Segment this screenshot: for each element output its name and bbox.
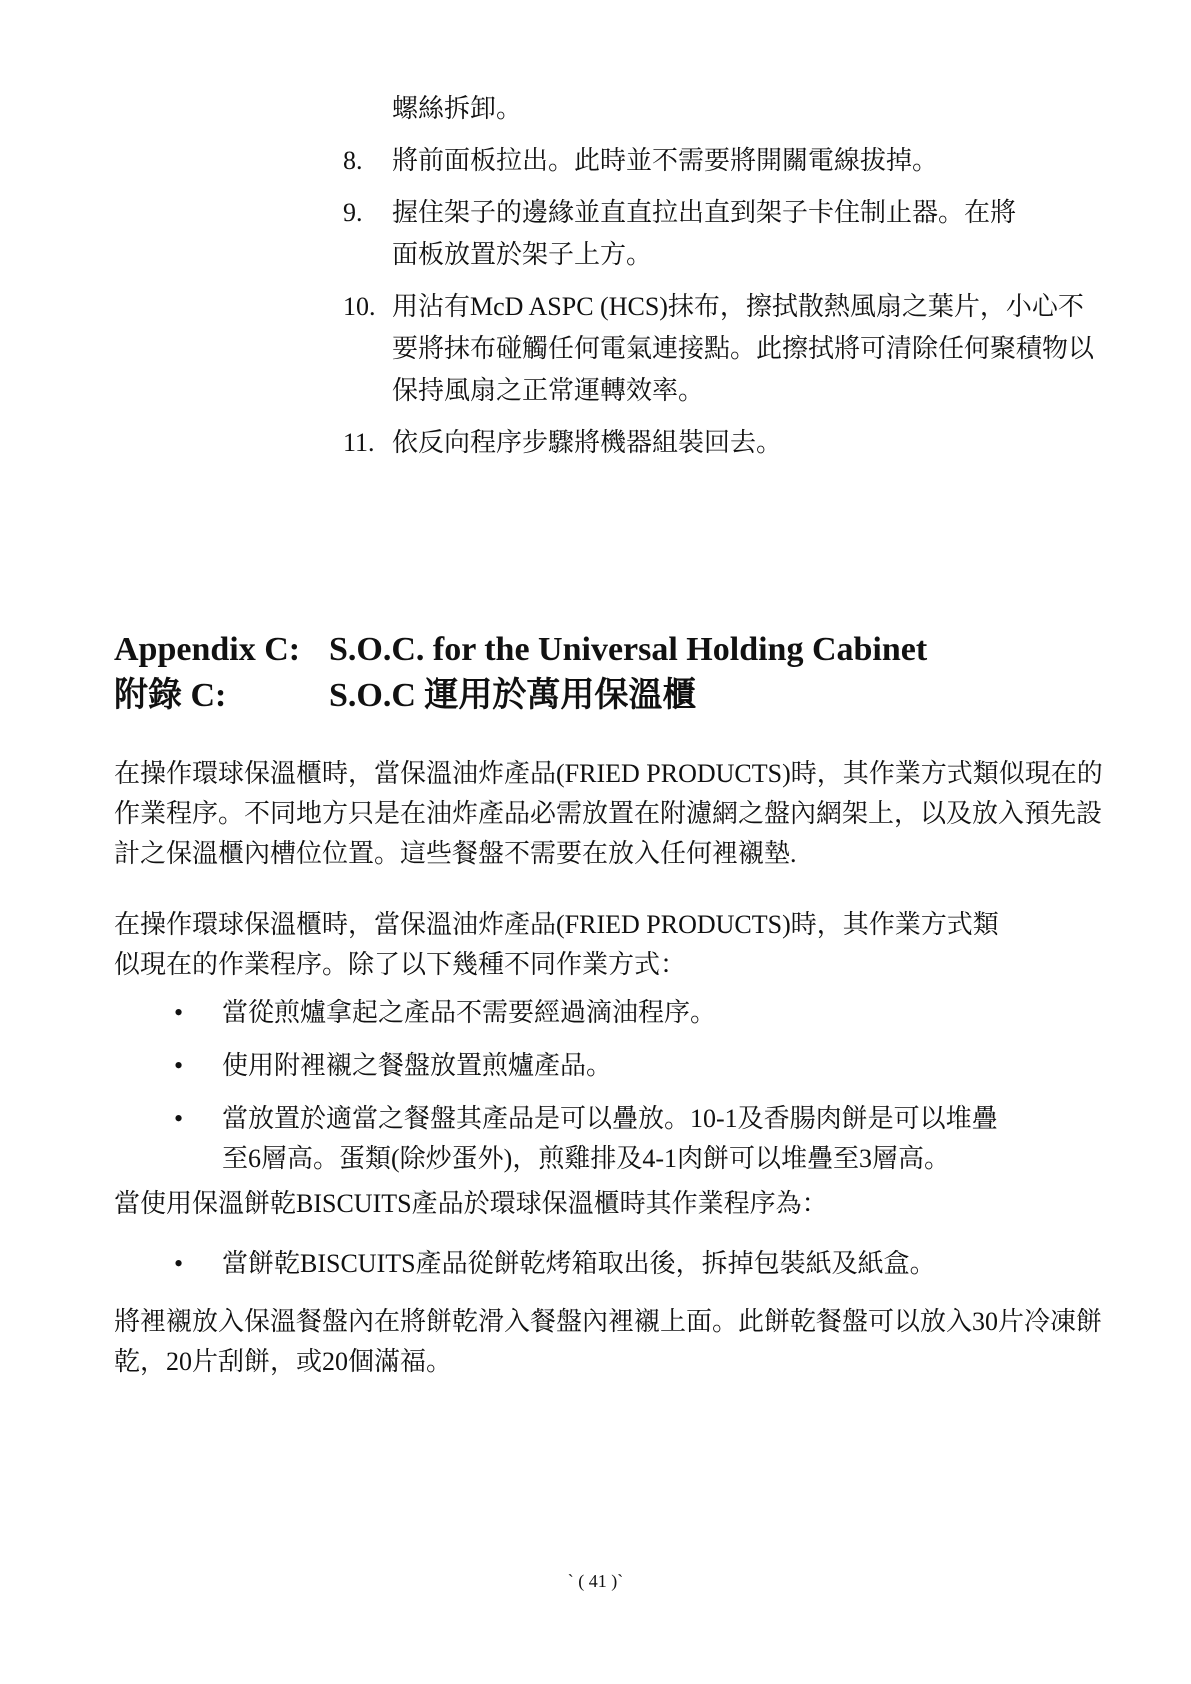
paragraph-operation-differences: 在操作環球保溫櫃時，當保溫油炸產品(FRIED PRODUCTS)時，其作業方式類似現在的作業程序。除了以下幾種不同作業方式： <box>114 910 999 979</box>
bullet-icon: • <box>174 1051 184 1080</box>
step-number: 10. <box>343 292 376 321</box>
list-item-text: 使用附裡襯之餐盤放置煎爐產品。 <box>222 1051 613 1080</box>
step-number: 8. <box>343 146 363 175</box>
list-item-text: 當放置於適當之餐盤其產品是可以疊放。10-1及香腸肉餅是可以堆疊至6層高。蛋類(除炒蛋外)，煎雞排及4-1肉餅可以堆疊至3層高。 <box>222 1104 998 1173</box>
list-item <box>114 1046 1124 1086</box>
list-item <box>114 1244 1124 1284</box>
paragraph-fried-products: 在操作環球保溫櫃時，當保溫油炸產品(FRIED PRODUCTS)時，其作業方式類似現在的作業程序。不同地方只是在油炸產品必需放置在附濾網之盤內網架上，以及放入預先設計之保溫櫃內槽位位置。這些餐盤不需要在放入任何裡襯墊. <box>114 759 1103 868</box>
step-item <box>343 422 1133 464</box>
step-item <box>343 286 1096 412</box>
differences-list <box>114 993 1124 1192</box>
step-number: 11. <box>343 428 375 457</box>
step-continuation: 螺絲拆卸。 <box>392 94 523 123</box>
step-text: 用沾有McD ASPC (HCS)抹布，擦拭散熱風扇之葉片，小心不要將抹布碰觸任何電氣連接點。此擦拭將可清除任何聚積物以保持風扇之正常運轉效率。 <box>392 292 1095 405</box>
list-item <box>114 1099 1012 1179</box>
heading-english-title: S.O.C. for the Universal Holding Cabinet <box>329 631 928 668</box>
step-item <box>343 192 1032 276</box>
list-item-text: 當餅乾BISCUITS產品從餅乾烤箱取出後，拆掉包裝紙及紙盒。 <box>222 1249 936 1278</box>
step-text: 依反向程序步驟將機器組裝回去。 <box>392 428 783 457</box>
bullet-icon: • <box>174 1249 184 1278</box>
heading-chinese <box>114 673 927 719</box>
list-item <box>114 993 1124 1033</box>
procedure-steps <box>343 88 1133 474</box>
step-text: 握住架子的邊緣並直直拉出直到架子卡住制止器。在將面板放置於架子上方。 <box>392 198 1017 269</box>
bullet-icon: • <box>174 998 184 1027</box>
bullet-icon: • <box>174 1104 184 1133</box>
heading-english <box>114 627 927 673</box>
paragraph-biscuits-tray: 將裡襯放入保溫餐盤內在將餅乾滑入餐盤內裡襯上面。此餅乾餐盤可以放入30片冷凍餅乾，20片刮餅，或20個滿福。 <box>114 1307 1103 1376</box>
biscuits-list <box>114 1244 1124 1297</box>
paragraph-biscuits-intro: 當使用保溫餅乾BISCUITS產品於環球保溫櫃時其作業程序為： <box>114 1189 828 1218</box>
heading-chinese-label: 附錄 C: <box>114 677 227 714</box>
step-item <box>343 140 1133 182</box>
page-number: ` ( 41 )` <box>567 1571 624 1591</box>
heading-chinese-title: S.O.C 運用於萬用保溫櫃 <box>329 677 697 714</box>
step-number: 9. <box>343 198 363 227</box>
step-text: 將前面板拉出。此時並不需要將開關電線拔掉。 <box>392 146 939 175</box>
heading-english-label: Appendix C: <box>114 631 301 668</box>
list-item-text: 當從煎爐拿起之產品不需要經過滴油程序。 <box>222 998 717 1027</box>
appendix-heading <box>114 627 927 719</box>
